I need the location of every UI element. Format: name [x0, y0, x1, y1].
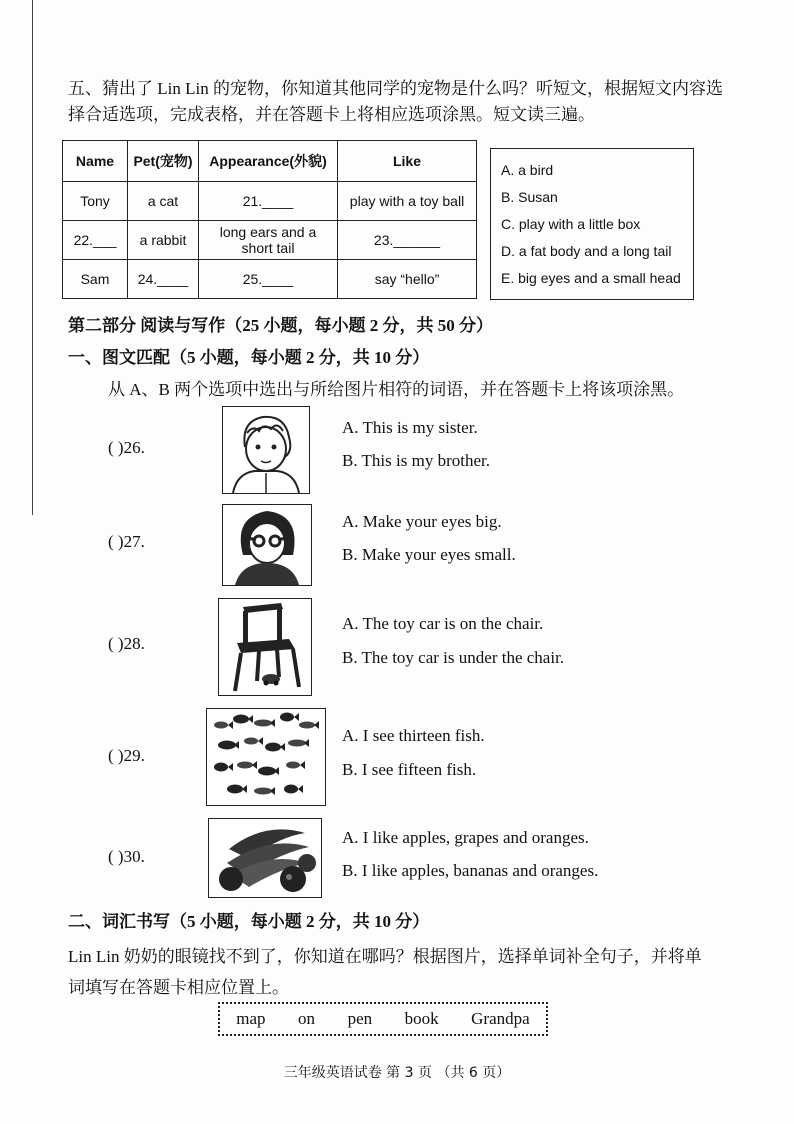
- matching-instruction: 从 A、B 两个选项中选出与所给图片相符的词语，并在答题卡上将该项涂黑。: [108, 380, 685, 399]
- pets-table: [62, 140, 477, 299]
- fish-drawing: [244, 737, 263, 745]
- word: book: [404, 1009, 439, 1028]
- fish-picture: [206, 708, 326, 806]
- cell: Sam: [63, 260, 128, 299]
- vocab-instruction: Lin Lin 奶奶的眼镜找不到了，你知道在哪吗？根据图片，选择单词补全句子，并将单词填写在答题卡相应位置上。: [68, 947, 702, 997]
- question-27-number: ( )27.: [108, 532, 145, 551]
- question-30-option-b: B. I like apples, bananas and oranges.: [342, 861, 599, 880]
- cell: play with a toy ball: [338, 182, 477, 221]
- option-e: E. big eyes and a small head: [501, 270, 681, 286]
- word-bank: [218, 1002, 548, 1036]
- question-26-option-b: B. This is my brother.: [342, 451, 490, 470]
- question-27-option-b: B. Make your eyes small.: [342, 545, 516, 564]
- option-b: B. Susan: [501, 189, 558, 205]
- fish-drawing: [280, 713, 299, 722]
- fish-drawing: [284, 785, 303, 794]
- word: on: [298, 1009, 316, 1028]
- fish-drawing: [299, 721, 319, 729]
- table-row: [63, 221, 477, 260]
- question-26-option-a: A. This is my sister.: [342, 418, 478, 437]
- question-27-option-a: A. Make your eyes big.: [342, 512, 502, 531]
- cell: 25.____: [199, 260, 338, 299]
- cell: Tony: [63, 182, 128, 221]
- cell: 21.____: [199, 182, 338, 221]
- cell: 22.___: [63, 221, 128, 260]
- cell: long ears and a short tail: [199, 221, 338, 260]
- fish-drawing: [227, 785, 247, 794]
- part2-title: 第二部分 阅读与写作（25 小题，每小题 2 分，共 50 分）: [68, 316, 493, 335]
- question-28-number: ( )28.: [108, 634, 145, 653]
- header-like: Like: [338, 141, 477, 182]
- fish-drawing: [218, 741, 239, 750]
- option-c: C. play with a little box: [501, 216, 641, 232]
- cell: 24.____: [128, 260, 199, 299]
- fish-drawing: [214, 721, 233, 729]
- fish-drawing: [286, 761, 305, 769]
- option-d: D. a fat body and a long tail: [501, 243, 672, 259]
- page-footer: 三年级英语试卷 第 3 页 （共 6 页）: [283, 1065, 511, 1081]
- fruit-picture: [208, 818, 322, 898]
- cell: say “hello”: [338, 260, 477, 299]
- question-28-option-a: A. The toy car is on the chair.: [342, 614, 544, 633]
- fish-drawing: [265, 743, 285, 752]
- header-appearance: Appearance(外貌): [199, 141, 338, 182]
- margin-line: [32, 0, 33, 515]
- cell: 23.______: [338, 221, 477, 260]
- fish-drawing: [288, 739, 309, 747]
- table-header-row: [63, 141, 477, 182]
- fish-drawing: [254, 787, 275, 795]
- header-name: Name: [63, 141, 128, 182]
- question-30-number: ( )30.: [108, 847, 145, 866]
- header-pet: Pet(宠物): [128, 141, 199, 182]
- question-26-number: ( )26.: [108, 438, 145, 457]
- table-row: [63, 260, 477, 299]
- girl-covering-eyes-picture: [222, 504, 312, 586]
- word: Grandpa: [471, 1009, 530, 1028]
- word: pen: [347, 1009, 373, 1028]
- table-row: [63, 182, 477, 221]
- matching-title: 一、图文匹配（5 小题，每小题 2 分，共 10 分）: [68, 348, 430, 367]
- fish-drawing: [254, 719, 275, 727]
- vocab-title: 二、词汇书写（5 小题，每小题 2 分，共 10 分）: [68, 912, 430, 931]
- word: map: [236, 1009, 266, 1028]
- cell: a rabbit: [128, 221, 199, 260]
- fish-drawing: [233, 715, 253, 724]
- question-30-option-a: A. I like apples, grapes and oranges.: [342, 828, 589, 847]
- boy-portrait-picture: [222, 406, 310, 494]
- fish-drawing: [214, 763, 233, 772]
- question-29-number: ( )29.: [108, 746, 145, 765]
- fish-drawing: [258, 767, 279, 776]
- question-29-option-b: B. I see fifteen fish.: [342, 760, 477, 779]
- option-a: A. a bird: [501, 162, 554, 178]
- fish-drawing: [237, 761, 257, 769]
- question-28-option-b: B. The toy car is under the chair.: [342, 648, 565, 667]
- chair-toy-car-picture: [218, 598, 312, 696]
- options-box: [490, 148, 694, 300]
- cell: a cat: [128, 182, 199, 221]
- section5-intro: 五、猜出了 Lin Lin 的宠物，你知道其他同学的宠物是什么吗？听短文，根据短文内容选择合适选项，完成表格，并在答题卡上将相应选项涂黑。短文读三遍。: [68, 79, 723, 125]
- question-29-option-a: A. I see thirteen fish.: [342, 726, 485, 745]
